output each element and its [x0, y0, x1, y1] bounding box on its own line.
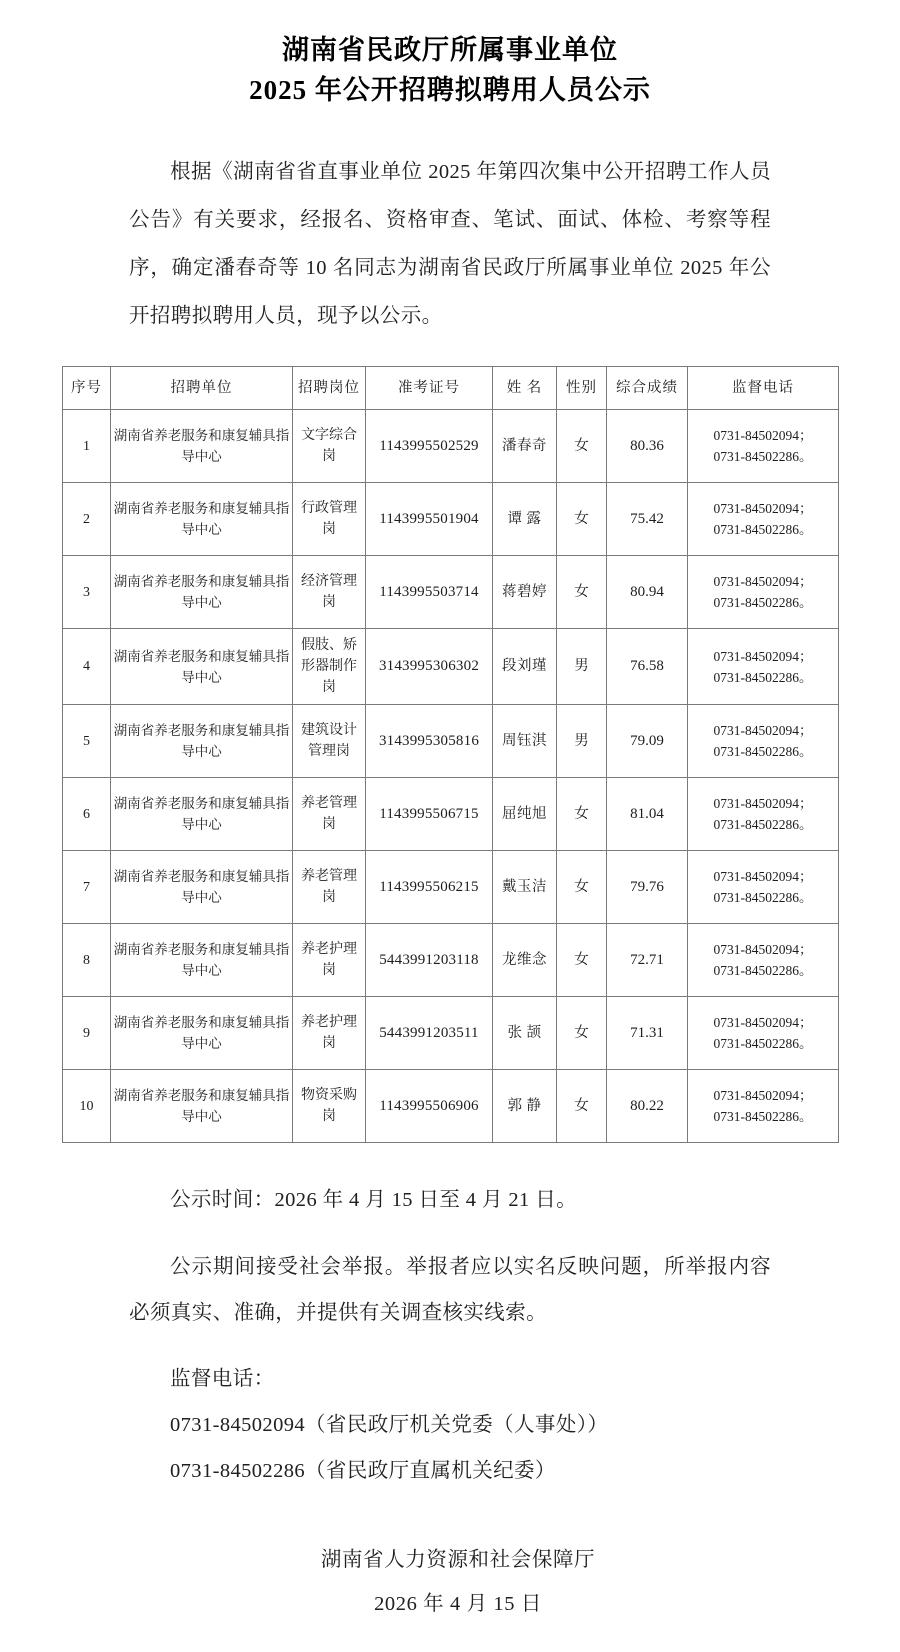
body-section [129, 148, 771, 340]
cell-score: 79.76 [607, 851, 688, 924]
cell-phone-line-1: 0731-84502094； [713, 869, 813, 884]
cell-sex: 女 [557, 924, 607, 997]
notes-section [129, 1177, 771, 1494]
cell-phone-line-2: 0731-84502286。 [713, 595, 813, 610]
cell-index: 7 [63, 851, 111, 924]
cell-index: 8 [63, 924, 111, 997]
cell-post: 养老管理岗 [293, 851, 366, 924]
cell-name: 谭 露 [493, 483, 557, 556]
cell-phone-line-2: 0731-84502286。 [713, 890, 813, 905]
cell-phone-line-2: 0731-84502286。 [713, 1109, 813, 1124]
cell-phone-line-2: 0731-84502286。 [713, 1036, 813, 1051]
cell-ticket: 1143995506906 [366, 1070, 493, 1143]
cell-ticket: 1143995502529 [366, 410, 493, 483]
cell-sex: 男 [557, 629, 607, 705]
cell-index: 5 [63, 705, 111, 778]
report-instructions-paragraph: 公示期间接受社会举报。举报者应以实名反映问题，所举报内容必须真实、准确，并提供有关调查核实线索。 [129, 1255, 771, 1324]
cell-phone-line-1: 0731-84502094； [713, 501, 813, 516]
cell-phone-line-1: 0731-84502094； [713, 796, 813, 811]
cell-index: 9 [63, 997, 111, 1070]
cell-name: 龙维念 [493, 924, 557, 997]
cell-phone-line-1: 0731-84502094； [713, 1088, 813, 1103]
table-row [63, 924, 839, 997]
cell-ticket: 1143995506215 [366, 851, 493, 924]
cell-unit: 湖南省养老服务和康复辅具指导中心 [111, 556, 293, 629]
cell-sex: 女 [557, 997, 607, 1070]
column-header-index: 序号 [63, 367, 111, 410]
page-bottom-spacer [0, 1626, 900, 1652]
cell-post: 物资采购岗 [293, 1070, 366, 1143]
cell-phone [688, 410, 839, 483]
table-row [63, 556, 839, 629]
candidates-table-container [62, 366, 838, 1143]
page-title-line-1: 湖南省民政厅所属事业单位 [282, 35, 618, 65]
cell-score: 81.04 [607, 778, 688, 851]
cell-score: 72.71 [607, 924, 688, 997]
cell-sex: 男 [557, 705, 607, 778]
cell-score: 75.42 [607, 483, 688, 556]
cell-phone-line-2: 0731-84502286。 [713, 522, 813, 537]
cell-sex: 女 [557, 410, 607, 483]
table-body [63, 410, 839, 1143]
cell-name: 潘春奇 [493, 410, 557, 483]
cell-ticket: 5443991203118 [366, 924, 493, 997]
cell-phone-line-1: 0731-84502094； [713, 723, 813, 738]
cell-name: 张 颉 [493, 997, 557, 1070]
cell-ticket: 1143995501904 [366, 483, 493, 556]
publicity-period-line: 公示时间：2026 年 4 月 15 日至 4 月 21 日。 [170, 1189, 578, 1211]
cell-post: 文字综合岗 [293, 410, 366, 483]
cell-sex: 女 [557, 778, 607, 851]
cell-phone [688, 483, 839, 556]
cell-index: 4 [63, 629, 111, 705]
table-row [63, 483, 839, 556]
cell-post: 假肢、矫形器制作岗 [293, 629, 366, 705]
cell-index: 2 [63, 483, 111, 556]
cell-score: 80.22 [607, 1070, 688, 1143]
cell-score: 71.31 [607, 997, 688, 1070]
supervision-phone-label: 监督电话： [170, 1368, 275, 1390]
cell-score: 80.36 [607, 410, 688, 483]
cell-phone-line-1: 0731-84502094； [713, 942, 813, 957]
table-row [63, 705, 839, 778]
column-header-post: 招聘岗位 [293, 367, 366, 410]
cell-phone-line-2: 0731-84502286。 [713, 817, 813, 832]
signature-organization: 湖南省人力资源和社会保障厅 [320, 1549, 596, 1571]
cell-score: 76.58 [607, 629, 688, 705]
cell-index: 3 [63, 556, 111, 629]
column-header-sex: 性别 [557, 367, 607, 410]
cell-index: 1 [63, 410, 111, 483]
supervision-phone-line-1: 0731-84502094（省民政厅机关党委（人事处）） [170, 1414, 609, 1436]
cell-phone [688, 705, 839, 778]
column-header-unit: 招聘单位 [111, 367, 293, 410]
cell-post: 养老护理岗 [293, 924, 366, 997]
intro-paragraph: 根据《湖南省省直事业单位 2025 年第四次集中公开招聘工作人员公告》有关要求，经报名、资格审查、笔试、面试、体检、考察等程序，确定潘春奇等 10 名同志为湖南省民政厅所属事业单位 2025 年公开招聘拟聘用人员，现予以公示。 [129, 161, 771, 327]
cell-phone [688, 629, 839, 705]
table-row [63, 629, 839, 705]
cell-index: 10 [63, 1070, 111, 1143]
cell-phone [688, 556, 839, 629]
cell-sex: 女 [557, 483, 607, 556]
cell-score: 80.94 [607, 556, 688, 629]
cell-phone-line-1: 0731-84502094； [713, 648, 813, 664]
column-header-phone: 监督电话 [688, 367, 839, 410]
page-title [0, 0, 900, 110]
cell-ticket: 3143995306302 [366, 629, 493, 705]
column-header-score: 综合成绩 [607, 367, 688, 410]
cell-phone-line-1: 0731-84502094； [713, 574, 813, 589]
cell-post: 养老护理岗 [293, 997, 366, 1070]
cell-ticket: 5443991203511 [366, 997, 493, 1070]
candidates-table [62, 366, 839, 1143]
cell-unit: 湖南省养老服务和康复辅具指导中心 [111, 483, 293, 556]
supervision-phone-line-2: 0731-84502286（省民政厅直属机关纪委） [170, 1460, 556, 1482]
cell-name: 郭 静 [493, 1070, 557, 1143]
cell-index: 6 [63, 778, 111, 851]
table-row [63, 778, 839, 851]
cell-post: 经济管理岗 [293, 556, 366, 629]
cell-phone-line-2: 0731-84502286。 [713, 744, 813, 759]
cell-sex: 女 [557, 1070, 607, 1143]
page-title-line-2: 2025 年公开招聘拟聘用人员公示 [249, 75, 651, 105]
table-head [63, 367, 839, 410]
cell-unit: 湖南省养老服务和康复辅具指导中心 [111, 629, 293, 705]
cell-phone [688, 778, 839, 851]
cell-ticket: 1143995506715 [366, 778, 493, 851]
cell-unit: 湖南省养老服务和康复辅具指导中心 [111, 997, 293, 1070]
table-row [63, 410, 839, 483]
signature-block [80, 1538, 820, 1626]
cell-unit: 湖南省养老服务和康复辅具指导中心 [111, 778, 293, 851]
cell-unit: 湖南省养老服务和康复辅具指导中心 [111, 1070, 293, 1143]
cell-name: 戴玉洁 [493, 851, 557, 924]
cell-phone [688, 851, 839, 924]
cell-ticket: 1143995503714 [366, 556, 493, 629]
cell-name: 周钰淇 [493, 705, 557, 778]
cell-unit: 湖南省养老服务和康复辅具指导中心 [111, 410, 293, 483]
cell-unit: 湖南省养老服务和康复辅具指导中心 [111, 705, 293, 778]
cell-phone-line-2: 0731-84502286。 [713, 669, 813, 685]
table-header-row [63, 367, 839, 410]
cell-phone [688, 997, 839, 1070]
cell-name: 段刘瑾 [493, 629, 557, 705]
cell-unit: 湖南省养老服务和康复辅具指导中心 [111, 924, 293, 997]
table-row [63, 997, 839, 1070]
table-row [63, 1070, 839, 1143]
cell-phone [688, 924, 839, 997]
signature-date: 2026 年 4 月 15 日 [374, 1593, 542, 1615]
cell-name: 屈纯旭 [493, 778, 557, 851]
cell-score: 79.09 [607, 705, 688, 778]
cell-phone-line-1: 0731-84502094； [713, 1015, 813, 1030]
cell-phone [688, 1070, 839, 1143]
table-row [63, 851, 839, 924]
cell-sex: 女 [557, 556, 607, 629]
column-header-name: 姓 名 [493, 367, 557, 410]
cell-post: 行政管理岗 [293, 483, 366, 556]
cell-phone-line-2: 0731-84502286。 [713, 449, 813, 464]
cell-unit: 湖南省养老服务和康复辅具指导中心 [111, 851, 293, 924]
cell-ticket: 3143995305816 [366, 705, 493, 778]
cell-post: 建筑设计管理岗 [293, 705, 366, 778]
cell-name: 蒋碧婷 [493, 556, 557, 629]
cell-phone-line-2: 0731-84502286。 [713, 963, 813, 978]
cell-phone-line-1: 0731-84502094； [713, 428, 813, 443]
cell-post: 养老管理岗 [293, 778, 366, 851]
column-header-ticket: 准考证号 [366, 367, 493, 410]
cell-sex: 女 [557, 851, 607, 924]
